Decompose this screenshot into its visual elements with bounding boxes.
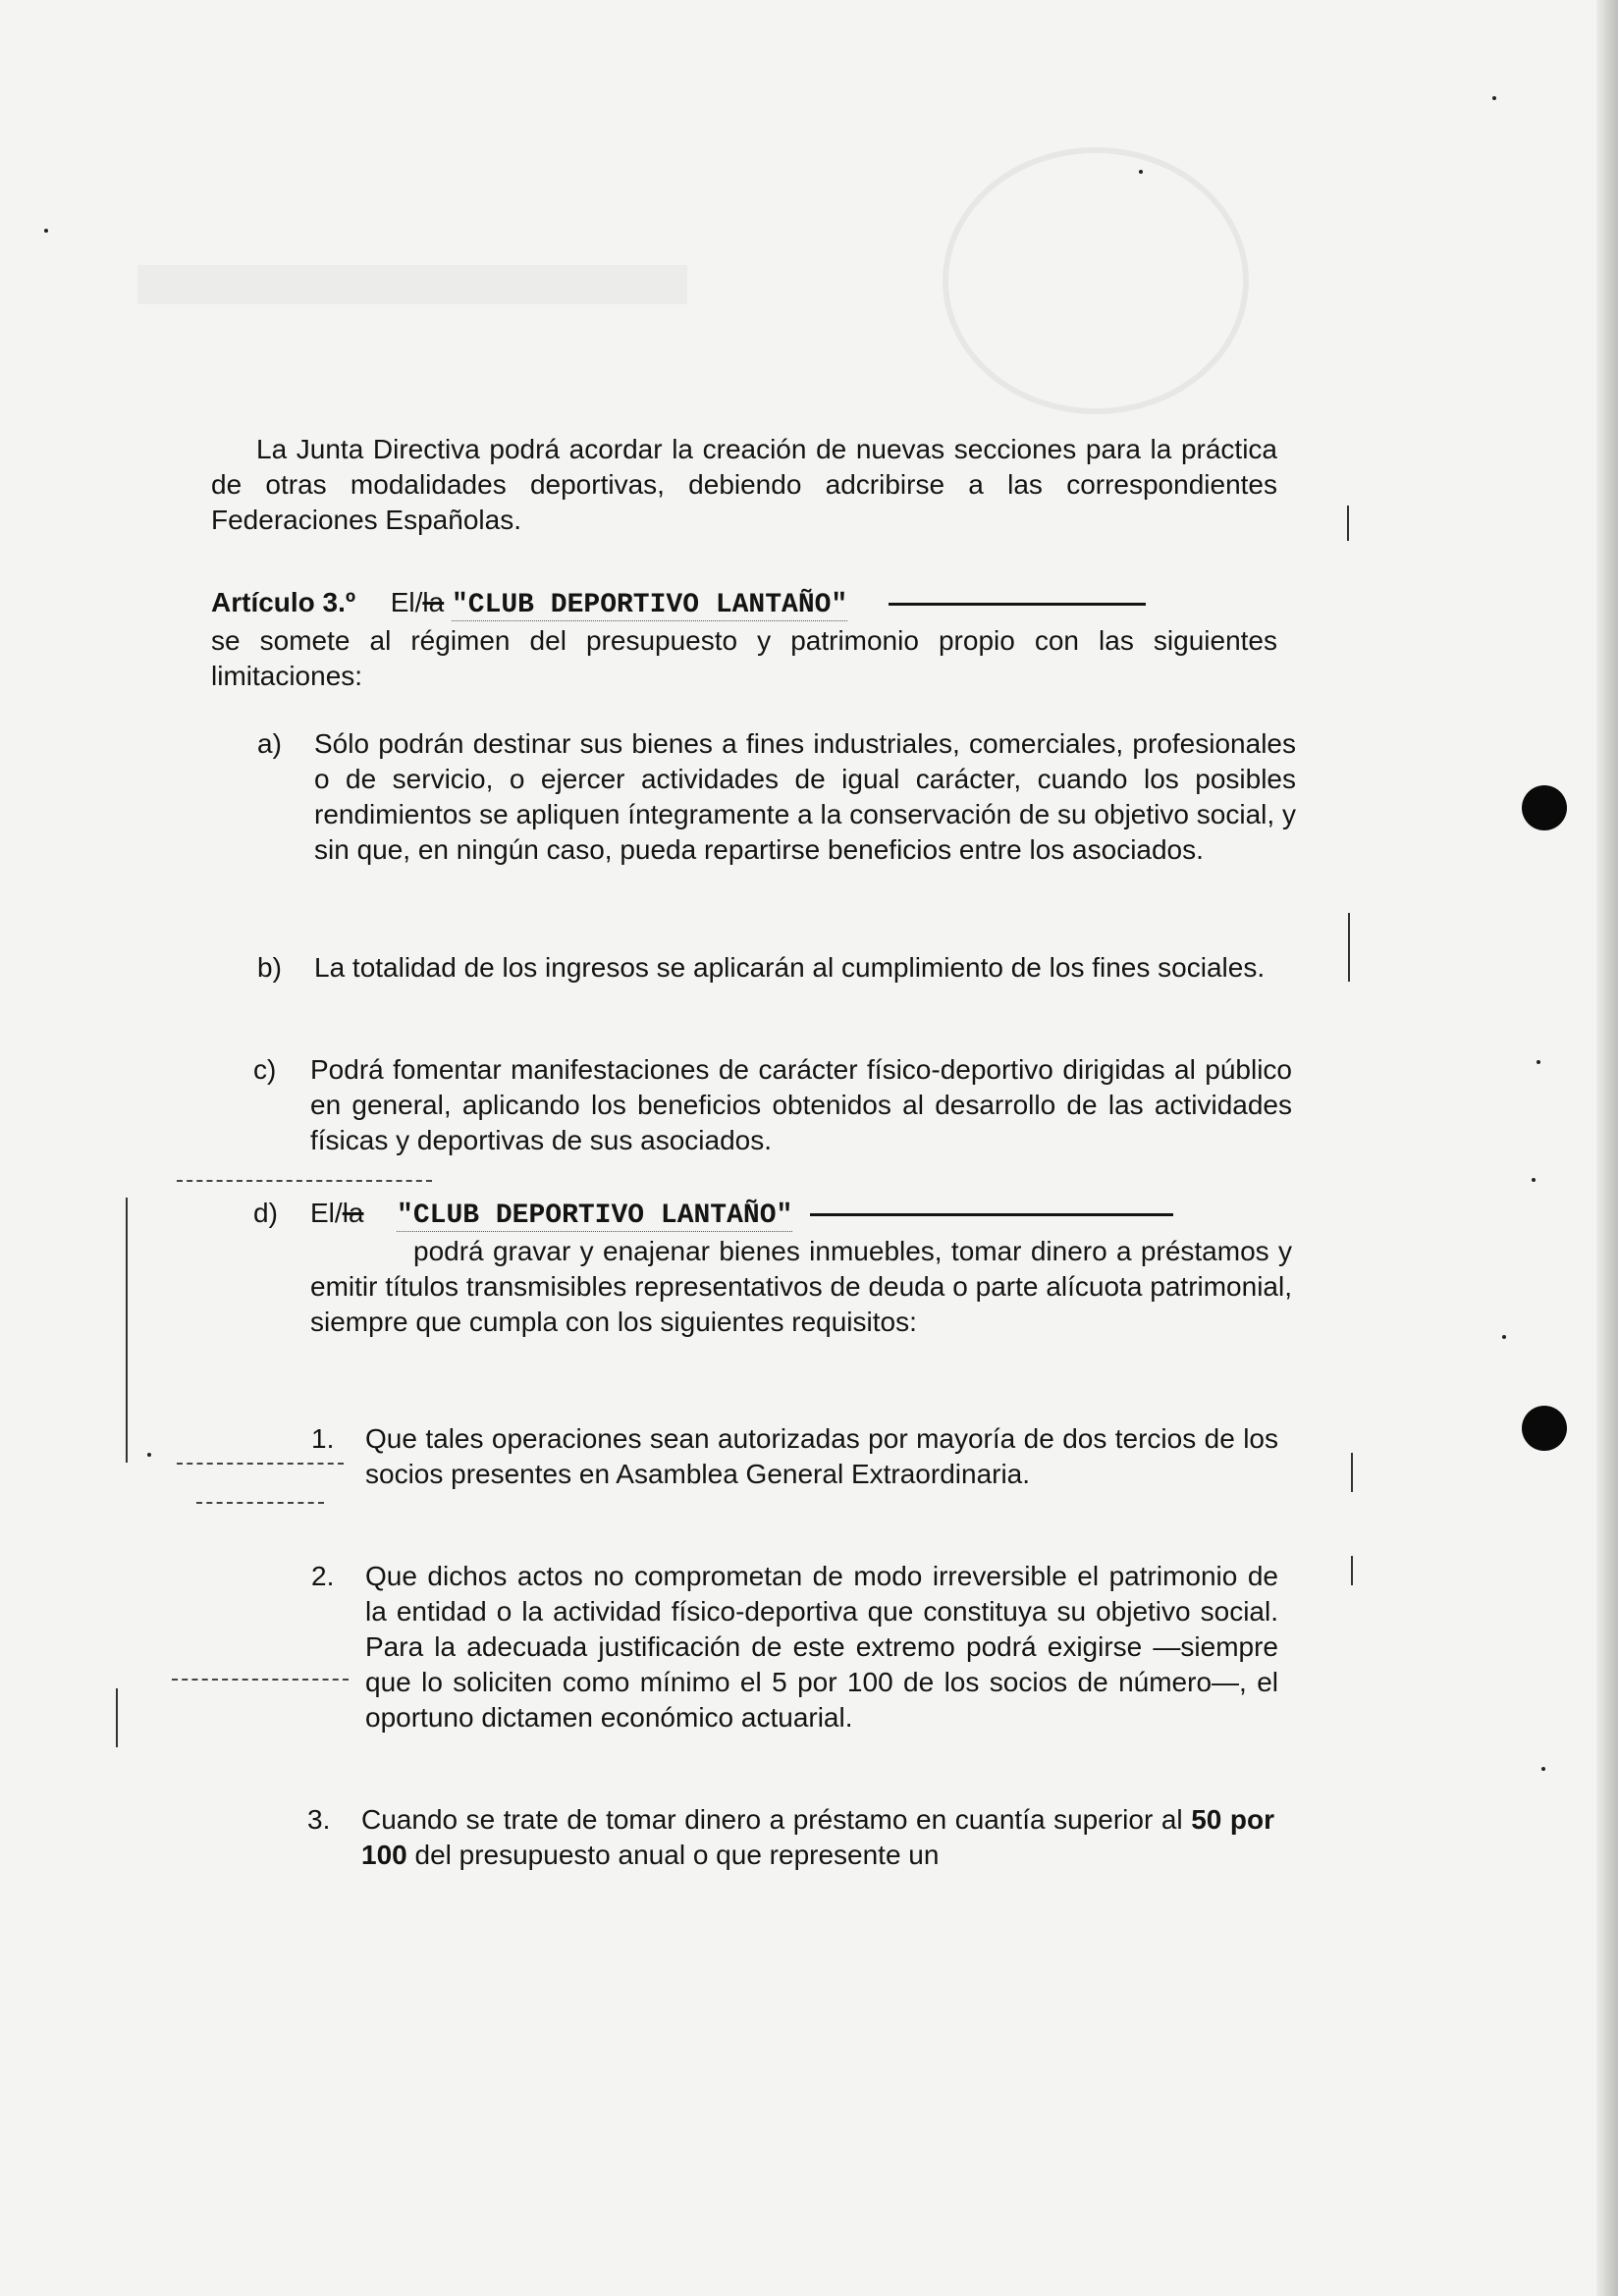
requirement-1 — [311, 1421, 1278, 1492]
item-b-label: b) — [257, 952, 282, 983]
speck — [147, 1453, 151, 1457]
requirement-3-bold: 50 por 100 — [361, 1804, 1274, 1870]
bleed-through-smudge — [137, 265, 687, 304]
article-prefix: El/ — [390, 587, 423, 617]
fill-rule — [889, 603, 1146, 606]
margin-dash — [196, 1502, 324, 1504]
speck — [1541, 1767, 1545, 1771]
item-d-struck: la — [342, 1198, 364, 1228]
item-d-heading-line — [310, 1196, 1292, 1234]
speck — [1139, 170, 1143, 174]
requirement-3-text-before: Cuando se trate de tomar dinero a préstamo en cuantía superior al — [361, 1804, 1192, 1835]
margin-mark — [1347, 506, 1349, 541]
item-d — [253, 1196, 1292, 1340]
margin-mark — [1351, 1453, 1353, 1492]
margin-dash — [177, 1180, 432, 1182]
requirement-3 — [307, 1802, 1274, 1873]
requirement-1-text: Que tales operaciones sean autorizadas por mayoría de dos tercios de los socios presentes en Asamblea General Extraordinaria. — [365, 1423, 1278, 1489]
punch-hole-upper — [1522, 785, 1567, 830]
item-a — [257, 726, 1296, 868]
item-d-fill-rule — [810, 1213, 1173, 1216]
item-b — [257, 950, 1296, 986]
item-d-text: podrá gravar y enajenar bienes inmuebles, tomar dinero a préstamos y emitir títulos transmisibles representativos de deuda o parte alícuota patrimonial, siempre que cumpla con los siguientes requisitos: — [310, 1236, 1292, 1337]
item-d-label: d) — [253, 1198, 278, 1228]
margin-mark — [126, 1198, 128, 1463]
margin-dash — [172, 1679, 349, 1681]
requirement-2 — [311, 1559, 1278, 1735]
requirement-2-label: 2. — [311, 1561, 335, 1591]
requirement-3-text-after: del presupuesto anual o que represente un — [406, 1840, 940, 1870]
item-b-text: La totalidad de los ingresos se aplicarán al cumplimiento de los fines sociales. — [314, 952, 1266, 983]
requirement-3-label: 3. — [307, 1804, 331, 1835]
club-name: "CLUB DEPORTIVO LANTAÑO" — [451, 590, 848, 620]
paper-edge — [1596, 0, 1618, 2296]
item-d-prefix: El/ — [310, 1198, 343, 1228]
article-heading: Artículo 3.º — [211, 587, 356, 617]
item-c-label: c) — [253, 1054, 277, 1085]
item-c-text: Podrá fomentar manifestaciones de carácter físico-deportivo dirigidas al público en general, aplicando los beneficios obtenidos al desarrollo de las actividades físicas y deportivas de sus asociados. — [310, 1054, 1292, 1155]
margin-mark — [1348, 913, 1350, 982]
item-c — [253, 1052, 1292, 1158]
requirement-2-text: Que dichos actos no comprometan de modo irreversible el patrimonio de la entidad o la actividad físico-deportiva que constituya su objetivo social. Para la adecuada justificación de este extremo podrá exigirse —siempre que lo soliciten como mínimo el 5 por 100 de los socios de número—, el oportuno dictamen económico actuarial. — [365, 1561, 1278, 1733]
intro-paragraph: La Junta Directiva podrá acordar la creación de nuevas secciones para la práctica de otras modalidades deportivas, debiendo adcribirse a las correspondientes Federaciones Españolas. — [211, 434, 1277, 535]
article-3 — [211, 585, 1277, 694]
item-a-text: Sólo podrán destinar sus bienes a fines industriales, comerciales, profesionales o de servicio, o ejercer actividades de igual carácter, cuando los posibles rendimientos se apliquen íntegramente a la conservación de su objetivo social, y sin que, en ningún caso, pueda repartirse beneficios entre los asociados. — [314, 728, 1296, 865]
speck — [1532, 1178, 1536, 1182]
article-3-heading-line — [211, 585, 1277, 623]
speck — [1537, 1060, 1540, 1064]
margin-mark — [116, 1688, 118, 1747]
speck — [1502, 1335, 1506, 1339]
punch-hole-lower — [1522, 1406, 1567, 1451]
article-3-continuation: se somete al régimen del presupuesto y patrimonio propio con las siguientes limitaciones: — [211, 625, 1277, 691]
requirement-1-label: 1. — [311, 1423, 335, 1454]
article-struck: la — [422, 587, 445, 617]
margin-dash — [177, 1463, 344, 1465]
speck — [1492, 96, 1496, 100]
item-d-club-name: "CLUB DEPORTIVO LANTAÑO" — [397, 1201, 793, 1231]
item-a-label: a) — [257, 728, 282, 759]
margin-mark — [1351, 1556, 1353, 1585]
bleed-through-seal — [943, 147, 1249, 414]
speck — [44, 229, 48, 233]
